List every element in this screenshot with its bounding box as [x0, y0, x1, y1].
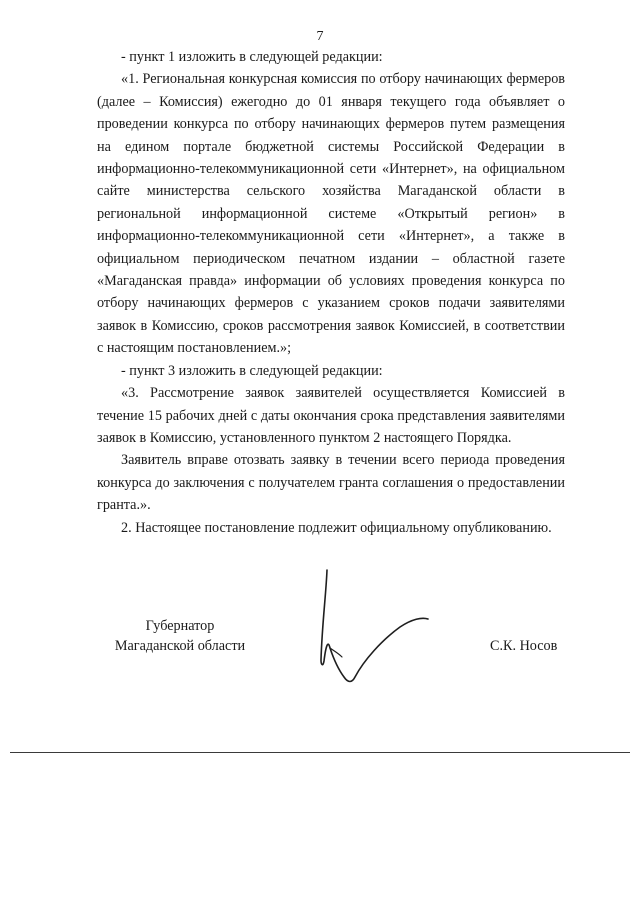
document-body — [97, 46, 565, 539]
paragraph-amend-point-1: - пункт 1 изложить в следующей редакции: — [121, 49, 383, 65]
handwritten-signature — [300, 565, 450, 695]
paragraph-amend-point-3: - пункт 3 изложить в следующей редакции: — [121, 362, 383, 379]
page-number: 7 — [316, 29, 324, 44]
paragraph-point-3-text: «3. Рассмотрение заявок заявителей осуществляется Комиссией в течение 15 рабочих дней с даты окончания срока представления заявителями заявок в Комиссию, установленного пунктом 2 настоящего Порядка. — [97, 385, 565, 446]
signatory-title-line-1: Губернатор — [145, 618, 215, 634]
paragraph-withdrawal: Заявитель вправе отозвать заявку в течении всего периода проведения конкурса до заключения с получателем гранта соглашения о предоставлении гранта.». — [97, 452, 565, 514]
signatory-title-line-2: Магаданской области — [114, 638, 246, 654]
paragraph-publication: 2. Настоящее постановление подлежит официальному опубликованию. — [121, 519, 552, 536]
paragraph-point-1-text: «1. Региональная конкурсная комиссия по отбору начинающих фермеров (далее – Комиссия) ежегодно до 01 января текущего года объявляет о проведении конкурса по отбору начинающих фермеров путем размещения на едином портале бюджетной системы Российской Федерации в информационно-телекоммуникационной сети «Интернет», на официальном сайте министерства сельского хозяйства Магаданской области в региональной информационной системе «Открытый регион» в информационно-телекоммуникационной сети «Интернет», а также в официальном периодическом печатном издании – областной газете «Магаданская правда» информации об условиях проведения конкурса по отбору начинающих фермеров с указанием сроков подачи заявителями заявок в Комиссию, сроков рассмотрения заявок Комиссией, в соответствии с настоящим постановлением.»; — [97, 71, 565, 357]
signature-stroke — [321, 570, 428, 682]
signatory-name: С.К. Носов — [490, 638, 558, 654]
signatory-title — [100, 616, 260, 656]
footer-rule — [10, 752, 630, 753]
